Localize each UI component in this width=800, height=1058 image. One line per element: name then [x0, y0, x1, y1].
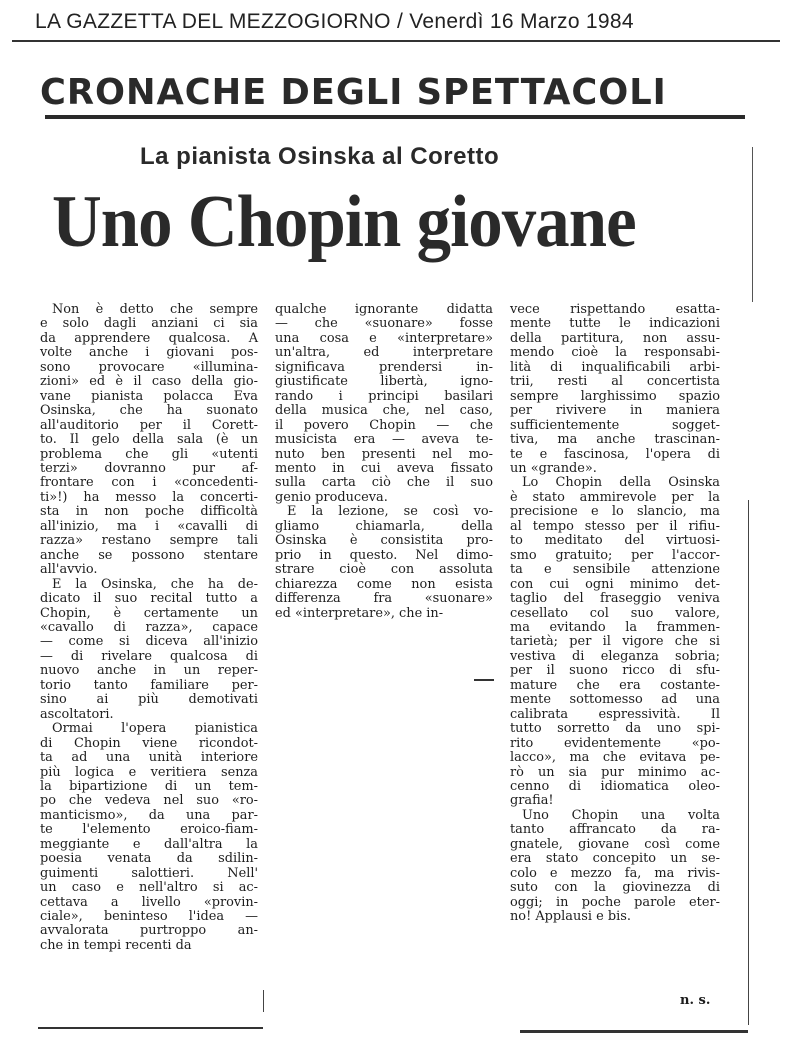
article-text-line: vestiva di eleganza sobria; [510, 648, 720, 664]
article-text-line: per il suono ricco di sfu- [510, 663, 720, 679]
article-text-line: to. Il gelo della sala (è un [40, 432, 258, 448]
article-text-line: trii, resti al concertista [510, 374, 720, 390]
article-text-line: sino ai più demotivati [40, 692, 258, 708]
article-text-line: con cui ogni minimo det- [510, 576, 720, 592]
article-text-line: sta in non poche difficoltà [40, 504, 258, 520]
article-text-line: più logica e veritiera senza [40, 764, 258, 780]
section-title: CRONACHE DEGLI SPETTACOLI [40, 72, 667, 113]
article-text-line: nuto ben presenti nel mo- [275, 446, 493, 462]
article-text-line: grafia! [510, 793, 554, 809]
column-rule-1 [263, 990, 264, 1012]
article-text-line: da apprendere qualcosa. A [40, 330, 258, 346]
article-column-2 [275, 303, 493, 621]
article-text-line: Uno Chopin una volta [522, 807, 720, 823]
article-text-line: guimenti salottieri. Nell' [40, 865, 258, 881]
article-text-line: taglio del fraseggio veniva [510, 591, 720, 607]
article-text-line: rò un sia pur minimo ac- [510, 764, 720, 780]
article-text-line: di Chopin viene ricondot- [40, 735, 258, 751]
article-text-line: giustificate libertà, igno- [275, 374, 493, 390]
article-text-line: lacco», ma che evitava pe- [510, 750, 720, 766]
article-text-line: Osinska è consistita pro- [275, 533, 493, 549]
article-text-line: problema che gli «utenti [40, 446, 258, 462]
article-text-line: — che «suonare» fosse [275, 316, 493, 332]
article-text-line: ti»!) ha messo la concerti- [40, 489, 258, 505]
article-text-line: E la lezione, se così vo- [287, 504, 493, 520]
article-text-line: ciale», beninteso l'idea — [40, 909, 258, 925]
article-text-line: ascoltatori. [40, 706, 114, 722]
article-text-line: calibrata espressività. Il [510, 706, 720, 722]
article-text-line: to meditato del virtuosi- [510, 533, 720, 549]
article-text-line: no! Applausi e bis. [510, 909, 631, 925]
article-text-line: te l'elemento eroico-fiam- [40, 822, 258, 838]
article-text-line: ta e sensibile attenzione [510, 562, 720, 578]
article-text-line: cenno di idiomatica oleo- [510, 778, 720, 794]
article-text-line: mature che era costante- [510, 677, 720, 693]
article-text-line: tanto affrancato da ra- [510, 822, 720, 838]
article-text-line: zioni» ed è il caso della gio- [40, 374, 258, 390]
article-headline: Uno Chopin giovane [52, 181, 636, 263]
article-text-line: rito evidentemente «po- [510, 735, 720, 751]
article-text-line: un «grande». [510, 460, 597, 476]
article-text-line: il povero Chopin — che [275, 417, 493, 433]
article-text-line: avvalorata purtroppo an- [40, 923, 258, 939]
article-text-line: differenza fra «suonare» [275, 591, 493, 607]
article-text-line: all'inizio, ma i «cavalli di [40, 518, 258, 534]
article-text-line: vane pianista polacca Eva [40, 388, 258, 404]
article-text-line: tutto sorretto da uno spi- [510, 721, 720, 737]
article-text-line: mente tutte le indicazioni [510, 316, 720, 332]
article-text-line: «cavallo di razza», capace [40, 619, 258, 635]
article-text-line: tarietà; per il vigore che si [510, 634, 720, 650]
article-text-line: frontare con i «concedenti- [40, 475, 258, 491]
article-text-line: torio tanto familiare per- [40, 677, 258, 693]
bottom-rule-right [520, 1030, 748, 1033]
publication-date: Venerdì 16 Marzo 1984 [409, 10, 634, 33]
article-text-line: vece rispettando esatta- [510, 302, 720, 317]
article-text-line: meggiante e dall'altra la [40, 836, 258, 852]
article-text-line: per rivivere in maniera [510, 403, 720, 419]
article-text-line: genio produceva. [275, 489, 388, 505]
article-text-line: E la Osinska, che ha de- [52, 576, 258, 592]
article-text-line: volte anche i giovani pos- [40, 345, 258, 361]
article-text-line: terzi» dovranno pur af- [40, 460, 258, 476]
article-text-line: mento in cui aveva fissato [275, 460, 493, 476]
article-text-line: tiva, ma anche trascinan- [510, 432, 720, 448]
column-end-dash [474, 679, 494, 681]
newspaper-name: LA GAZZETTA DEL MEZZOGIORNO [35, 10, 391, 33]
article-text-line: al tempo stesso per il rifiu- [510, 518, 720, 534]
article-text-line: un'altra, ed interpretare [275, 345, 493, 361]
article-text-line: oggi; in poche parole eter- [510, 894, 720, 910]
article-text-line: sempre larghissimo spazio [510, 388, 720, 404]
article-text-line: sono provocare «illumina- [40, 359, 258, 375]
article-text-line: qualche ignorante didatta [275, 302, 493, 317]
author-signature: n. s. [680, 993, 711, 1008]
article-text-line: manticismo», da una par- [40, 807, 258, 823]
article-text-line: Lo Chopin della Osinska [522, 475, 720, 491]
article-text-line: razza» restano sempre tali [40, 533, 258, 549]
column-rule-3 [748, 500, 749, 1025]
article-text-line: una cosa e «interpretare» [275, 330, 493, 346]
article-text-line: della musica che, nel caso, [275, 403, 493, 419]
article-text-line: Chopin, è certamente un [40, 605, 258, 621]
article-text-line: ed «interpretare», che in- [275, 605, 444, 621]
article-text-line: mendo cioè la responsabi- [510, 345, 720, 361]
article-text-line: ma evitando la frammen- [510, 619, 720, 635]
masthead [35, 10, 780, 34]
masthead-rule [12, 40, 780, 42]
article-text-line: te e fascinosa, l'opera di [510, 446, 720, 462]
article-text-line: sulla carta ciò che il suo [275, 475, 493, 491]
article-text-line: — di rivelare qualcosa di [40, 648, 258, 664]
article-text-line: nuovo anche in un reper- [40, 663, 258, 679]
article-text-line: prio in questo. Nel dimo- [275, 547, 493, 563]
section-rule [45, 115, 745, 119]
article-text-line: all'avvio. [40, 562, 98, 578]
bottom-rule-left [38, 1027, 263, 1029]
article-text-line: rando i principi basilari [275, 388, 493, 404]
article-text-line: cesellato col suo valore, [510, 605, 720, 621]
article-text-line: era stato concepito un se- [510, 851, 720, 867]
article-text-line: anche se possono stentare [40, 547, 258, 563]
article-text-line: all'auditorio per il Corett- [40, 417, 258, 433]
article-text-line: la bipartizione di un tem- [40, 778, 258, 794]
article-column-3 [510, 303, 720, 924]
article-text-line: è stato ammirevole per la [510, 489, 720, 505]
masthead-separator: / [396, 10, 404, 33]
article-text-line: Ormai l'opera pianistica [52, 721, 258, 737]
article-text-line: chiarezza come non esista [275, 576, 493, 592]
article-text-line: strare cioè con assoluta [275, 562, 493, 578]
article-column-1 [40, 303, 258, 953]
article-text-line: ta ad una unità interiore [40, 750, 258, 766]
article-text-line: — come si diceva all'inizio [40, 634, 258, 650]
article-text-line: suto con la giovinezza di [510, 880, 720, 896]
article-text-line: lità di inqualificabili arbi- [510, 359, 720, 375]
article-kicker: La pianista Osinska al Coretto [140, 143, 500, 170]
article-text-line: un caso e nell'altro si ac- [40, 880, 258, 896]
article-text-line: cettava a livello «provin- [40, 894, 258, 910]
article-text-line: colo e mezzo fa, ma rivis- [510, 865, 720, 881]
article-text-line: smo gratuito; per l'accor- [510, 547, 720, 563]
article-text-line: po che vedeva nel suo «ro- [40, 793, 258, 809]
article-text-line: Non è detto che sempre [52, 302, 258, 317]
article-text-line: precisione e lo slancio, ma [510, 504, 720, 520]
article-text-line: gnatele, giovane così come [510, 836, 720, 852]
article-text-line: sufficientemente sogget- [510, 417, 720, 433]
article-text-line: Osinska, che ha suonato [40, 403, 258, 419]
article-text-line: musicista era — aveva te- [275, 432, 493, 448]
article-text-line: gliamo chiamarla, della [275, 518, 493, 534]
article-text-line: e solo dagli anziani ci sia [40, 316, 258, 332]
article-text-line: poesia venata da sdilin- [40, 851, 258, 867]
article-text-line: dicato il suo recital tutto a [40, 591, 258, 607]
article-text-line: della partitura, non assu- [510, 330, 720, 346]
column-rule-right-top [752, 147, 753, 302]
article-text-line: che in tempi recenti da [40, 937, 192, 953]
article-text-line: significava prendersi in- [275, 359, 493, 375]
article-text-line: mente sottomesso ad una [510, 692, 720, 708]
